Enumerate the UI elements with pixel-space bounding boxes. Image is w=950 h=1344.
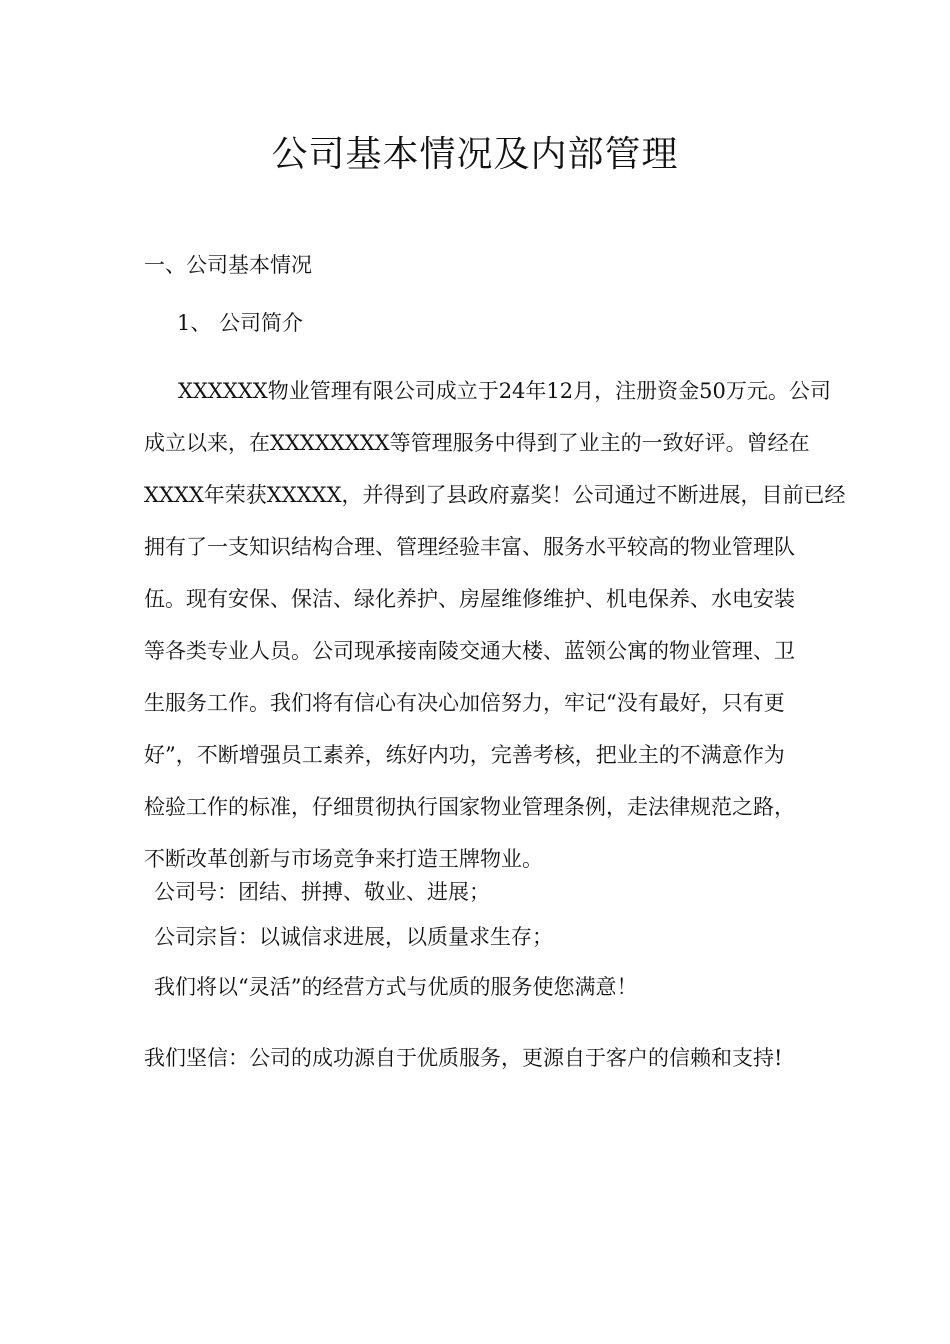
paragraph-line: 不断改革创新与市场竞争来打造王牌物业。 bbox=[144, 847, 543, 871]
company-intro-paragraph bbox=[144, 371, 846, 891]
subsection-heading bbox=[177, 307, 303, 339]
paragraph-line: 生服务工作。我们将有信心有决心加倍努力，牢记“没有最好，只有更 bbox=[144, 691, 785, 715]
service-promise: 我们将以“灵活”的经营方式与优质的服务使您满意！ bbox=[154, 975, 638, 999]
paragraph-line: 等各类专业人员。公司现承接南陵交通大楼、蓝领公寓的物业管理、卫 bbox=[144, 639, 795, 663]
paragraph-line: 拥有了一支知识结构合理、管理经验丰富、服务水平较高的物业管理队 bbox=[144, 535, 795, 559]
company-tenet: 公司宗旨：以诚信求进展，以质量求生存； bbox=[154, 925, 553, 949]
document-title: 公司基本情况及内部管理 bbox=[271, 134, 679, 175]
paragraph-line: 成立以来，在XXXXXXXX等管理服务中得到了业主的一致好评。曾经在 bbox=[144, 431, 810, 455]
paragraph-line: 好”，不断增强员工素养，练好内功，完善考核，把业主的不满意作为 bbox=[144, 743, 785, 767]
section-heading: 一、公司基本情况 bbox=[144, 253, 312, 277]
company-slogan: 公司号：团结、拼搏、敬业、进展； bbox=[154, 880, 490, 904]
closing-statement: 我们坚信：公司的成功源自于优质服务，更源自于客户的信赖和支持! bbox=[144, 1046, 783, 1070]
paragraph-line: 检验工作的标准，仔细贯彻执行国家物业管理条例，走法律规范之路， bbox=[144, 795, 795, 819]
paragraph-line: 伍。现有安保、保洁、绿化养护、房屋维修维护、机电保养、水电安装 bbox=[144, 587, 795, 611]
subsection-label: 公司简介 bbox=[219, 311, 303, 335]
subsection-number: 1、 bbox=[177, 311, 212, 335]
paragraph-line: XXXX年荣获XXXXX，并得到了县政府嘉奖！公司通过不断进展，目前已经 bbox=[144, 483, 846, 507]
paragraph-line: XXXXXX物业管理有限公司成立于24年12月，注册资金50万元。公司 bbox=[178, 379, 831, 403]
